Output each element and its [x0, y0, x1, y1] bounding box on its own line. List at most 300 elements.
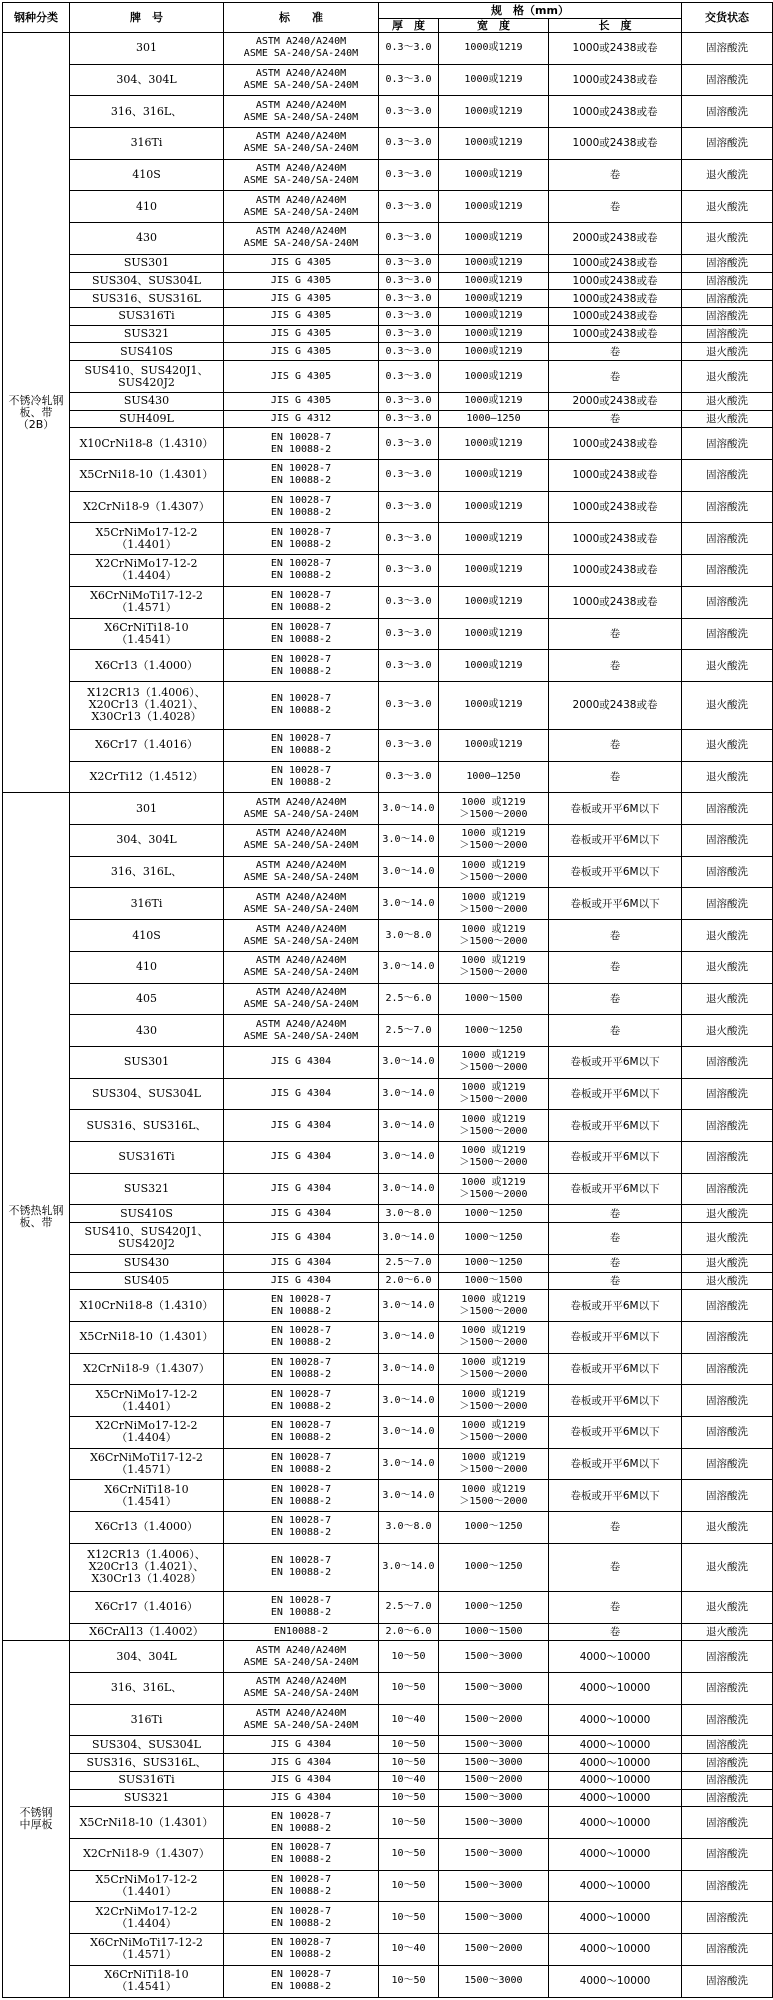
- grade-cell: 410S: [70, 920, 224, 952]
- grade-cell: X10CrNi18-8（1.4310）: [70, 428, 224, 460]
- thickness-cell: 3.0～14.0: [379, 1448, 439, 1480]
- grade-cell: SUS321: [70, 1173, 224, 1205]
- length-cell: 1000或2438或卷: [549, 290, 682, 308]
- standard-cell: JIS G 4304: [224, 1272, 379, 1290]
- thickness-cell: 3.0～14.0: [379, 1321, 439, 1353]
- width-cell: 1000或1219: [439, 290, 549, 308]
- delivery-status-cell: 退火酸洗: [682, 343, 773, 361]
- standard-cell: ASTM A240/A240M ASME SA-240/SA-240M: [224, 920, 379, 952]
- width-cell: 1000或1219: [439, 555, 549, 587]
- grade-cell: SUS304、SUS304L: [70, 1736, 224, 1754]
- grade-cell: X2CrNiMo17-12-2 （1.4404）: [70, 555, 224, 587]
- thickness-cell: 2.5～7.0: [379, 1591, 439, 1623]
- length-cell: 卷: [549, 361, 682, 393]
- table-row: [3, 1078, 773, 1110]
- length-cell: 1000或2438或卷: [549, 96, 682, 128]
- table-row: [3, 1321, 773, 1353]
- delivery-status-cell: 固溶酸洗: [682, 1870, 773, 1902]
- length-cell: 1000或2438或卷: [549, 128, 682, 160]
- table-row: [3, 856, 773, 888]
- thickness-cell: 10～50: [379, 1673, 439, 1705]
- delivery-status-cell: 固溶酸洗: [682, 290, 773, 308]
- table-row: [3, 586, 773, 618]
- grade-cell: 304、304L: [70, 825, 224, 857]
- length-cell: 1000或2438或卷: [549, 33, 682, 65]
- grade-cell: X2CrNiMo17-12-2 （1.4404）: [70, 1902, 224, 1934]
- thickness-cell: 3.0～14.0: [379, 856, 439, 888]
- width-cell: 1000 或1219 ＞1500～2000: [439, 888, 549, 920]
- width-cell: 1000～1250: [439, 1015, 549, 1047]
- thickness-cell: 3.0～14.0: [379, 1046, 439, 1078]
- grade-cell: X6Cr13（1.4000）: [70, 1512, 224, 1544]
- standard-cell: ASTM A240/A240M ASME SA-240/SA-240M: [224, 856, 379, 888]
- grade-cell: X5CrNi18-10（1.4301）: [70, 1807, 224, 1839]
- delivery-status-cell: 固溶酸洗: [682, 586, 773, 618]
- length-cell: 1000或2438或卷: [549, 428, 682, 460]
- width-cell: 1500～3000: [439, 1736, 549, 1754]
- standard-cell: ASTM A240/A240M ASME SA-240/SA-240M: [224, 159, 379, 191]
- thickness-cell: 0.3～3.0: [379, 96, 439, 128]
- length-cell: 卷: [549, 159, 682, 191]
- table-row: [3, 888, 773, 920]
- grade-cell: SUS410S: [70, 1205, 224, 1223]
- width-cell: 1000 或1219 ＞1500～2000: [439, 1353, 549, 1385]
- thickness-cell: 0.3～3.0: [379, 64, 439, 96]
- grade-cell: X2CrNi18-9（1.4307）: [70, 1353, 224, 1385]
- width-cell: 1000或1219: [439, 191, 549, 223]
- table-row: [3, 1789, 773, 1807]
- thickness-cell: 0.3～3.0: [379, 523, 439, 555]
- standard-cell: ASTM A240/A240M ASME SA-240/SA-240M: [224, 128, 379, 160]
- standard-cell: EN 10028-7 EN 10088-2: [224, 1417, 379, 1449]
- grade-cell: X2CrTi12（1.4512）: [70, 761, 224, 793]
- standard-cell: ASTM A240/A240M ASME SA-240/SA-240M: [224, 793, 379, 825]
- grade-cell: 430: [70, 1015, 224, 1047]
- delivery-status-cell: 固溶酸洗: [682, 1141, 773, 1173]
- width-cell: 1000～1250: [439, 1223, 549, 1255]
- delivery-status-cell: 固溶酸洗: [682, 1110, 773, 1142]
- width-cell: 1000 或1219 ＞1500～2000: [439, 1046, 549, 1078]
- standard-cell: ASTM A240/A240M ASME SA-240/SA-240M: [224, 223, 379, 255]
- grade-cell: X5CrNi18-10（1.4301）: [70, 1321, 224, 1353]
- thickness-cell: 3.0～14.0: [379, 1141, 439, 1173]
- thickness-cell: 3.0～14.0: [379, 1223, 439, 1255]
- length-cell: 4000～10000: [549, 1902, 682, 1934]
- table-row: [3, 308, 773, 326]
- width-cell: 1000或1219: [439, 159, 549, 191]
- delivery-status-cell: 退火酸洗: [682, 361, 773, 393]
- standard-cell: EN 10028-7 EN 10088-2: [224, 428, 379, 460]
- table-row: [3, 392, 773, 410]
- grade-cell: X6CrAl13（1.4002）: [70, 1623, 224, 1641]
- grade-cell: 316Ti: [70, 1704, 224, 1736]
- thickness-cell: 3.0～14.0: [379, 1480, 439, 1512]
- width-cell: 1000 或1219 ＞1500～2000: [439, 1141, 549, 1173]
- length-cell: 卷: [549, 1623, 682, 1641]
- grade-cell: X12CR13（1.4006）、 X20Cr13（1.4021）、 X30Cr13（1.4028）: [70, 1543, 224, 1591]
- thickness-cell: 0.3～3.0: [379, 191, 439, 223]
- delivery-status-cell: 固溶酸洗: [682, 1789, 773, 1807]
- grade-cell: X5CrNiMo17-12-2 （1.4401）: [70, 523, 224, 555]
- length-cell: 1000或2438或卷: [549, 64, 682, 96]
- length-cell: 卷: [549, 650, 682, 682]
- width-cell: 1000或1219: [439, 491, 549, 523]
- delivery-status-cell: 固溶酸洗: [682, 1321, 773, 1353]
- thickness-cell: 0.3～3.0: [379, 392, 439, 410]
- standard-cell: JIS G 4305: [224, 254, 379, 272]
- length-cell: 1000或2438或卷: [549, 254, 682, 272]
- length-cell: 卷: [549, 410, 682, 428]
- delivery-status-cell: 固溶酸洗: [682, 1448, 773, 1480]
- length-cell: 卷: [549, 1223, 682, 1255]
- width-cell: 1500～3000: [439, 1754, 549, 1772]
- grade-cell: X6Cr13（1.4000）: [70, 650, 224, 682]
- standard-cell: EN 10028-7 EN 10088-2: [224, 1448, 379, 1480]
- standard-cell: ASTM A240/A240M ASME SA-240/SA-240M: [224, 888, 379, 920]
- table-row: [3, 681, 773, 729]
- thickness-cell: 10～50: [379, 1807, 439, 1839]
- table-row: [3, 825, 773, 857]
- thickness-cell: 3.0～8.0: [379, 920, 439, 952]
- grade-cell: X6CrNiMoTi17-12-2 （1.4571）: [70, 586, 224, 618]
- length-cell: 卷: [549, 951, 682, 983]
- length-cell: 卷板或开平6M以下: [549, 1353, 682, 1385]
- width-cell: 1000～1500: [439, 983, 549, 1015]
- thickness-cell: 3.0～14.0: [379, 825, 439, 857]
- grade-cell: X6CrNiMoTi17-12-2 （1.4571）: [70, 1934, 224, 1966]
- grade-cell: 405: [70, 983, 224, 1015]
- width-cell: 1000或1219: [439, 460, 549, 492]
- length-cell: 卷: [549, 1272, 682, 1290]
- length-cell: 4000～10000: [549, 1754, 682, 1772]
- delivery-status-cell: 退火酸洗: [682, 392, 773, 410]
- header-width: 宽 度: [439, 19, 549, 33]
- width-cell: 1500～2000: [439, 1704, 549, 1736]
- standard-cell: EN 10028-7 EN 10088-2: [224, 586, 379, 618]
- thickness-cell: 2.0～6.0: [379, 1623, 439, 1641]
- delivery-status-cell: 固溶酸洗: [682, 325, 773, 343]
- category-cell: 不锈钢 中厚板: [3, 1641, 70, 1998]
- delivery-status-cell: 固溶酸洗: [682, 618, 773, 650]
- grade-cell: SUS316、SUS316L、: [70, 1754, 224, 1772]
- width-cell: 1000 或1219 ＞1500～2000: [439, 1078, 549, 1110]
- grade-cell: SUS405: [70, 1272, 224, 1290]
- thickness-cell: 3.0～14.0: [379, 1543, 439, 1591]
- delivery-status-cell: 固溶酸洗: [682, 793, 773, 825]
- grade-cell: 410S: [70, 159, 224, 191]
- thickness-cell: 3.0～14.0: [379, 1385, 439, 1417]
- length-cell: 4000～10000: [549, 1934, 682, 1966]
- delivery-status-cell: 固溶酸洗: [682, 491, 773, 523]
- table-row: [3, 33, 773, 65]
- grade-cell: SUS316、SUS316L、: [70, 1110, 224, 1142]
- thickness-cell: 3.0～14.0: [379, 1290, 439, 1322]
- standard-cell: JIS G 4305: [224, 290, 379, 308]
- delivery-status-cell: 退火酸洗: [682, 1205, 773, 1223]
- thickness-cell: 3.0～14.0: [379, 1173, 439, 1205]
- thickness-cell: 0.3～3.0: [379, 618, 439, 650]
- width-cell: 1000 或1219 ＞1500～2000: [439, 1448, 549, 1480]
- standard-cell: EN 10028-7 EN 10088-2: [224, 1902, 379, 1934]
- thickness-cell: 3.0～8.0: [379, 1512, 439, 1544]
- length-cell: 4000～10000: [549, 1839, 682, 1871]
- table-row: [3, 1448, 773, 1480]
- thickness-cell: 0.3～3.0: [379, 223, 439, 255]
- width-cell: 1000或1219: [439, 343, 549, 361]
- length-cell: 1000或2438或卷: [549, 308, 682, 326]
- table-row: [3, 1353, 773, 1385]
- table-row: [3, 64, 773, 96]
- grade-cell: SUS301: [70, 1046, 224, 1078]
- width-cell: 1000 或1219 ＞1500～2000: [439, 1290, 549, 1322]
- length-cell: 卷板或开平6M以下: [549, 1385, 682, 1417]
- length-cell: 卷: [549, 1591, 682, 1623]
- width-cell: 1000或1219: [439, 523, 549, 555]
- grade-cell: 316、316L、: [70, 96, 224, 128]
- thickness-cell: 10～50: [379, 1641, 439, 1673]
- width-cell: 1000 或1219 ＞1500～2000: [439, 1417, 549, 1449]
- delivery-status-cell: 固溶酸洗: [682, 1480, 773, 1512]
- grade-cell: 316Ti: [70, 888, 224, 920]
- delivery-status-cell: 固溶酸洗: [682, 1807, 773, 1839]
- thickness-cell: 0.3～3.0: [379, 460, 439, 492]
- delivery-status-cell: 退火酸洗: [682, 730, 773, 762]
- thickness-cell: 10～40: [379, 1771, 439, 1789]
- standard-cell: EN 10028-7 EN 10088-2: [224, 618, 379, 650]
- length-cell: 卷: [549, 618, 682, 650]
- thickness-cell: 3.0～14.0: [379, 1417, 439, 1449]
- grade-cell: SUS316Ti: [70, 308, 224, 326]
- table-row: [3, 1512, 773, 1544]
- delivery-status-cell: 固溶酸洗: [682, 128, 773, 160]
- standard-cell: JIS G 4304: [224, 1254, 379, 1272]
- standard-cell: JIS G 4304: [224, 1736, 379, 1754]
- standard-cell: EN 10028-7 EN 10088-2: [224, 1870, 379, 1902]
- width-cell: 1000 或1219 ＞1500～2000: [439, 920, 549, 952]
- delivery-status-cell: 固溶酸洗: [682, 33, 773, 65]
- thickness-cell: 0.3～3.0: [379, 491, 439, 523]
- grade-cell: 316、316L、: [70, 856, 224, 888]
- table-row: [3, 343, 773, 361]
- thickness-cell: 3.0～8.0: [379, 1205, 439, 1223]
- grade-cell: 301: [70, 33, 224, 65]
- thickness-cell: 2.0～6.0: [379, 1272, 439, 1290]
- delivery-status-cell: 退火酸洗: [682, 191, 773, 223]
- standard-cell: EN 10028-7 EN 10088-2: [224, 555, 379, 587]
- length-cell: 卷: [549, 1543, 682, 1591]
- grade-cell: SUS410S: [70, 343, 224, 361]
- width-cell: 1000～1250: [439, 1512, 549, 1544]
- standard-cell: EN 10028-7 EN 10088-2: [224, 1290, 379, 1322]
- thickness-cell: 10～40: [379, 1934, 439, 1966]
- length-cell: 1000或2438或卷: [549, 460, 682, 492]
- thickness-cell: 0.3～3.0: [379, 586, 439, 618]
- length-cell: 卷板或开平6M以下: [549, 1078, 682, 1110]
- thickness-cell: 10～50: [379, 1789, 439, 1807]
- delivery-status-cell: 固溶酸洗: [682, 64, 773, 96]
- table-row: [3, 1385, 773, 1417]
- header-length: 长 度: [549, 19, 682, 33]
- delivery-status-cell: 退火酸洗: [682, 920, 773, 952]
- delivery-status-cell: 退火酸洗: [682, 410, 773, 428]
- delivery-status-cell: 退火酸洗: [682, 1623, 773, 1641]
- thickness-cell: 3.0～14.0: [379, 888, 439, 920]
- standard-cell: EN 10028-7 EN 10088-2: [224, 1839, 379, 1871]
- standard-cell: EN10088-2: [224, 1623, 379, 1641]
- width-cell: 1500～3000: [439, 1807, 549, 1839]
- standard-cell: JIS G 4304: [224, 1789, 379, 1807]
- table-row: [3, 1046, 773, 1078]
- length-cell: 1000或2438或卷: [549, 555, 682, 587]
- table-row: [3, 410, 773, 428]
- table-row: [3, 555, 773, 587]
- grade-cell: X5CrNi18-10（1.4301）: [70, 460, 224, 492]
- standard-cell: JIS G 4305: [224, 272, 379, 290]
- delivery-status-cell: 固溶酸洗: [682, 96, 773, 128]
- delivery-status-cell: 退火酸洗: [682, 650, 773, 682]
- width-cell: 1000 或1219 ＞1500～2000: [439, 1321, 549, 1353]
- width-cell: 1500～2000: [439, 1934, 549, 1966]
- standard-cell: ASTM A240/A240M ASME SA-240/SA-240M: [224, 983, 379, 1015]
- thickness-cell: 0.3～3.0: [379, 650, 439, 682]
- table-row: [3, 951, 773, 983]
- header-category: 钢种分类: [3, 3, 70, 33]
- thickness-cell: 3.0～14.0: [379, 1353, 439, 1385]
- table-row: [3, 761, 773, 793]
- width-cell: 1500～3000: [439, 1839, 549, 1871]
- standard-cell: ASTM A240/A240M ASME SA-240/SA-240M: [224, 1015, 379, 1047]
- table-row: [3, 1673, 773, 1705]
- grade-cell: SUS410、SUS420J1、 SUS420J2: [70, 1223, 224, 1255]
- delivery-status-cell: 退火酸洗: [682, 951, 773, 983]
- thickness-cell: 0.3～3.0: [379, 325, 439, 343]
- standard-cell: EN 10028-7 EN 10088-2: [224, 650, 379, 682]
- grade-cell: SUS430: [70, 392, 224, 410]
- thickness-cell: 10～50: [379, 1965, 439, 1997]
- standard-cell: ASTM A240/A240M ASME SA-240/SA-240M: [224, 951, 379, 983]
- standard-cell: JIS G 4304: [224, 1173, 379, 1205]
- grade-cell: SUS316Ti: [70, 1771, 224, 1789]
- length-cell: 卷: [549, 1254, 682, 1272]
- grade-cell: 316、316L、: [70, 1673, 224, 1705]
- length-cell: 卷: [549, 1512, 682, 1544]
- length-cell: 4000～10000: [549, 1965, 682, 1997]
- delivery-status-cell: 固溶酸洗: [682, 1771, 773, 1789]
- delivery-status-cell: 固溶酸洗: [682, 1385, 773, 1417]
- table-row: [3, 491, 773, 523]
- delivery-status-cell: 固溶酸洗: [682, 1839, 773, 1871]
- width-cell: 1000 或1219 ＞1500～2000: [439, 951, 549, 983]
- length-cell: 4000～10000: [549, 1641, 682, 1673]
- length-cell: 卷板或开平6M以下: [549, 1480, 682, 1512]
- grade-cell: X10CrNi18-8（1.4310）: [70, 1290, 224, 1322]
- width-cell: 1000或1219: [439, 33, 549, 65]
- table-row: [3, 254, 773, 272]
- standard-cell: JIS G 4305: [224, 361, 379, 393]
- width-cell: 1000或1219: [439, 428, 549, 460]
- width-cell: 1000或1219: [439, 361, 549, 393]
- table-row: [3, 1839, 773, 1871]
- thickness-cell: 10～50: [379, 1754, 439, 1772]
- standard-cell: EN 10028-7 EN 10088-2: [224, 1353, 379, 1385]
- grade-cell: X5CrNiMo17-12-2 （1.4401）: [70, 1385, 224, 1417]
- grade-cell: SUS430: [70, 1254, 224, 1272]
- thickness-cell: 0.3～3.0: [379, 159, 439, 191]
- table-row: [3, 920, 773, 952]
- grade-cell: SUS321: [70, 325, 224, 343]
- grade-cell: SUS301: [70, 254, 224, 272]
- standard-cell: JIS G 4304: [224, 1046, 379, 1078]
- grade-cell: SUS304、SUS304L: [70, 1078, 224, 1110]
- thickness-cell: 10～40: [379, 1704, 439, 1736]
- length-cell: 卷板或开平6M以下: [549, 856, 682, 888]
- thickness-cell: 3.0～14.0: [379, 951, 439, 983]
- delivery-status-cell: 固溶酸洗: [682, 254, 773, 272]
- delivery-status-cell: 固溶酸洗: [682, 1417, 773, 1449]
- width-cell: 1000或1219: [439, 308, 549, 326]
- standard-cell: EN 10028-7 EN 10088-2: [224, 1591, 379, 1623]
- length-cell: 卷: [549, 343, 682, 361]
- length-cell: 4000～10000: [549, 1807, 682, 1839]
- table-row: [3, 1591, 773, 1623]
- length-cell: 卷板或开平6M以下: [549, 1417, 682, 1449]
- standard-cell: JIS G 4305: [224, 325, 379, 343]
- thickness-cell: 0.3～3.0: [379, 33, 439, 65]
- header-grade: 牌 号: [70, 3, 224, 33]
- width-cell: 1000或1219: [439, 128, 549, 160]
- width-cell: 1000或1219: [439, 392, 549, 410]
- width-cell: 1500～3000: [439, 1641, 549, 1673]
- delivery-status-cell: 固溶酸洗: [682, 1934, 773, 1966]
- width-cell: 1000或1219: [439, 650, 549, 682]
- delivery-status-cell: 固溶酸洗: [682, 460, 773, 492]
- width-cell: 1000 或1219 ＞1500～2000: [439, 793, 549, 825]
- category-cell: 不锈冷轧钢 板、带 （2B）: [3, 33, 70, 793]
- width-cell: 1000～1250: [439, 1254, 549, 1272]
- width-cell: 1000或1219: [439, 325, 549, 343]
- delivery-status-cell: 退火酸洗: [682, 1015, 773, 1047]
- table-row: [3, 191, 773, 223]
- table-row: [3, 1015, 773, 1047]
- length-cell: 卷板或开平6M以下: [549, 1321, 682, 1353]
- grade-cell: SUS304、SUS304L: [70, 272, 224, 290]
- width-cell: 1000或1219: [439, 96, 549, 128]
- delivery-status-cell: 固溶酸洗: [682, 1173, 773, 1205]
- thickness-cell: 0.3～3.0: [379, 761, 439, 793]
- table-row: [3, 1807, 773, 1839]
- table-row: [3, 1223, 773, 1255]
- table-row: [3, 1272, 773, 1290]
- length-cell: 卷: [549, 983, 682, 1015]
- width-cell: 1000—1250: [439, 761, 549, 793]
- length-cell: 4000～10000: [549, 1704, 682, 1736]
- width-cell: 1000～1500: [439, 1272, 549, 1290]
- grade-cell: 410: [70, 951, 224, 983]
- thickness-cell: 3.0～14.0: [379, 793, 439, 825]
- table-row: [3, 460, 773, 492]
- delivery-status-cell: 固溶酸洗: [682, 825, 773, 857]
- thickness-cell: 0.3～3.0: [379, 254, 439, 272]
- grade-cell: X6CrNiTi18-10 （1.4541）: [70, 1965, 224, 1997]
- table-row: [3, 1110, 773, 1142]
- spec-table: [2, 2, 773, 1998]
- width-cell: 1000或1219: [439, 618, 549, 650]
- grade-cell: X6CrNiMoTi17-12-2 （1.4571）: [70, 1448, 224, 1480]
- standard-cell: JIS G 4304: [224, 1754, 379, 1772]
- length-cell: 卷板或开平6M以下: [549, 1046, 682, 1078]
- width-cell: 1500～3000: [439, 1789, 549, 1807]
- grade-cell: SUS316、SUS316L: [70, 290, 224, 308]
